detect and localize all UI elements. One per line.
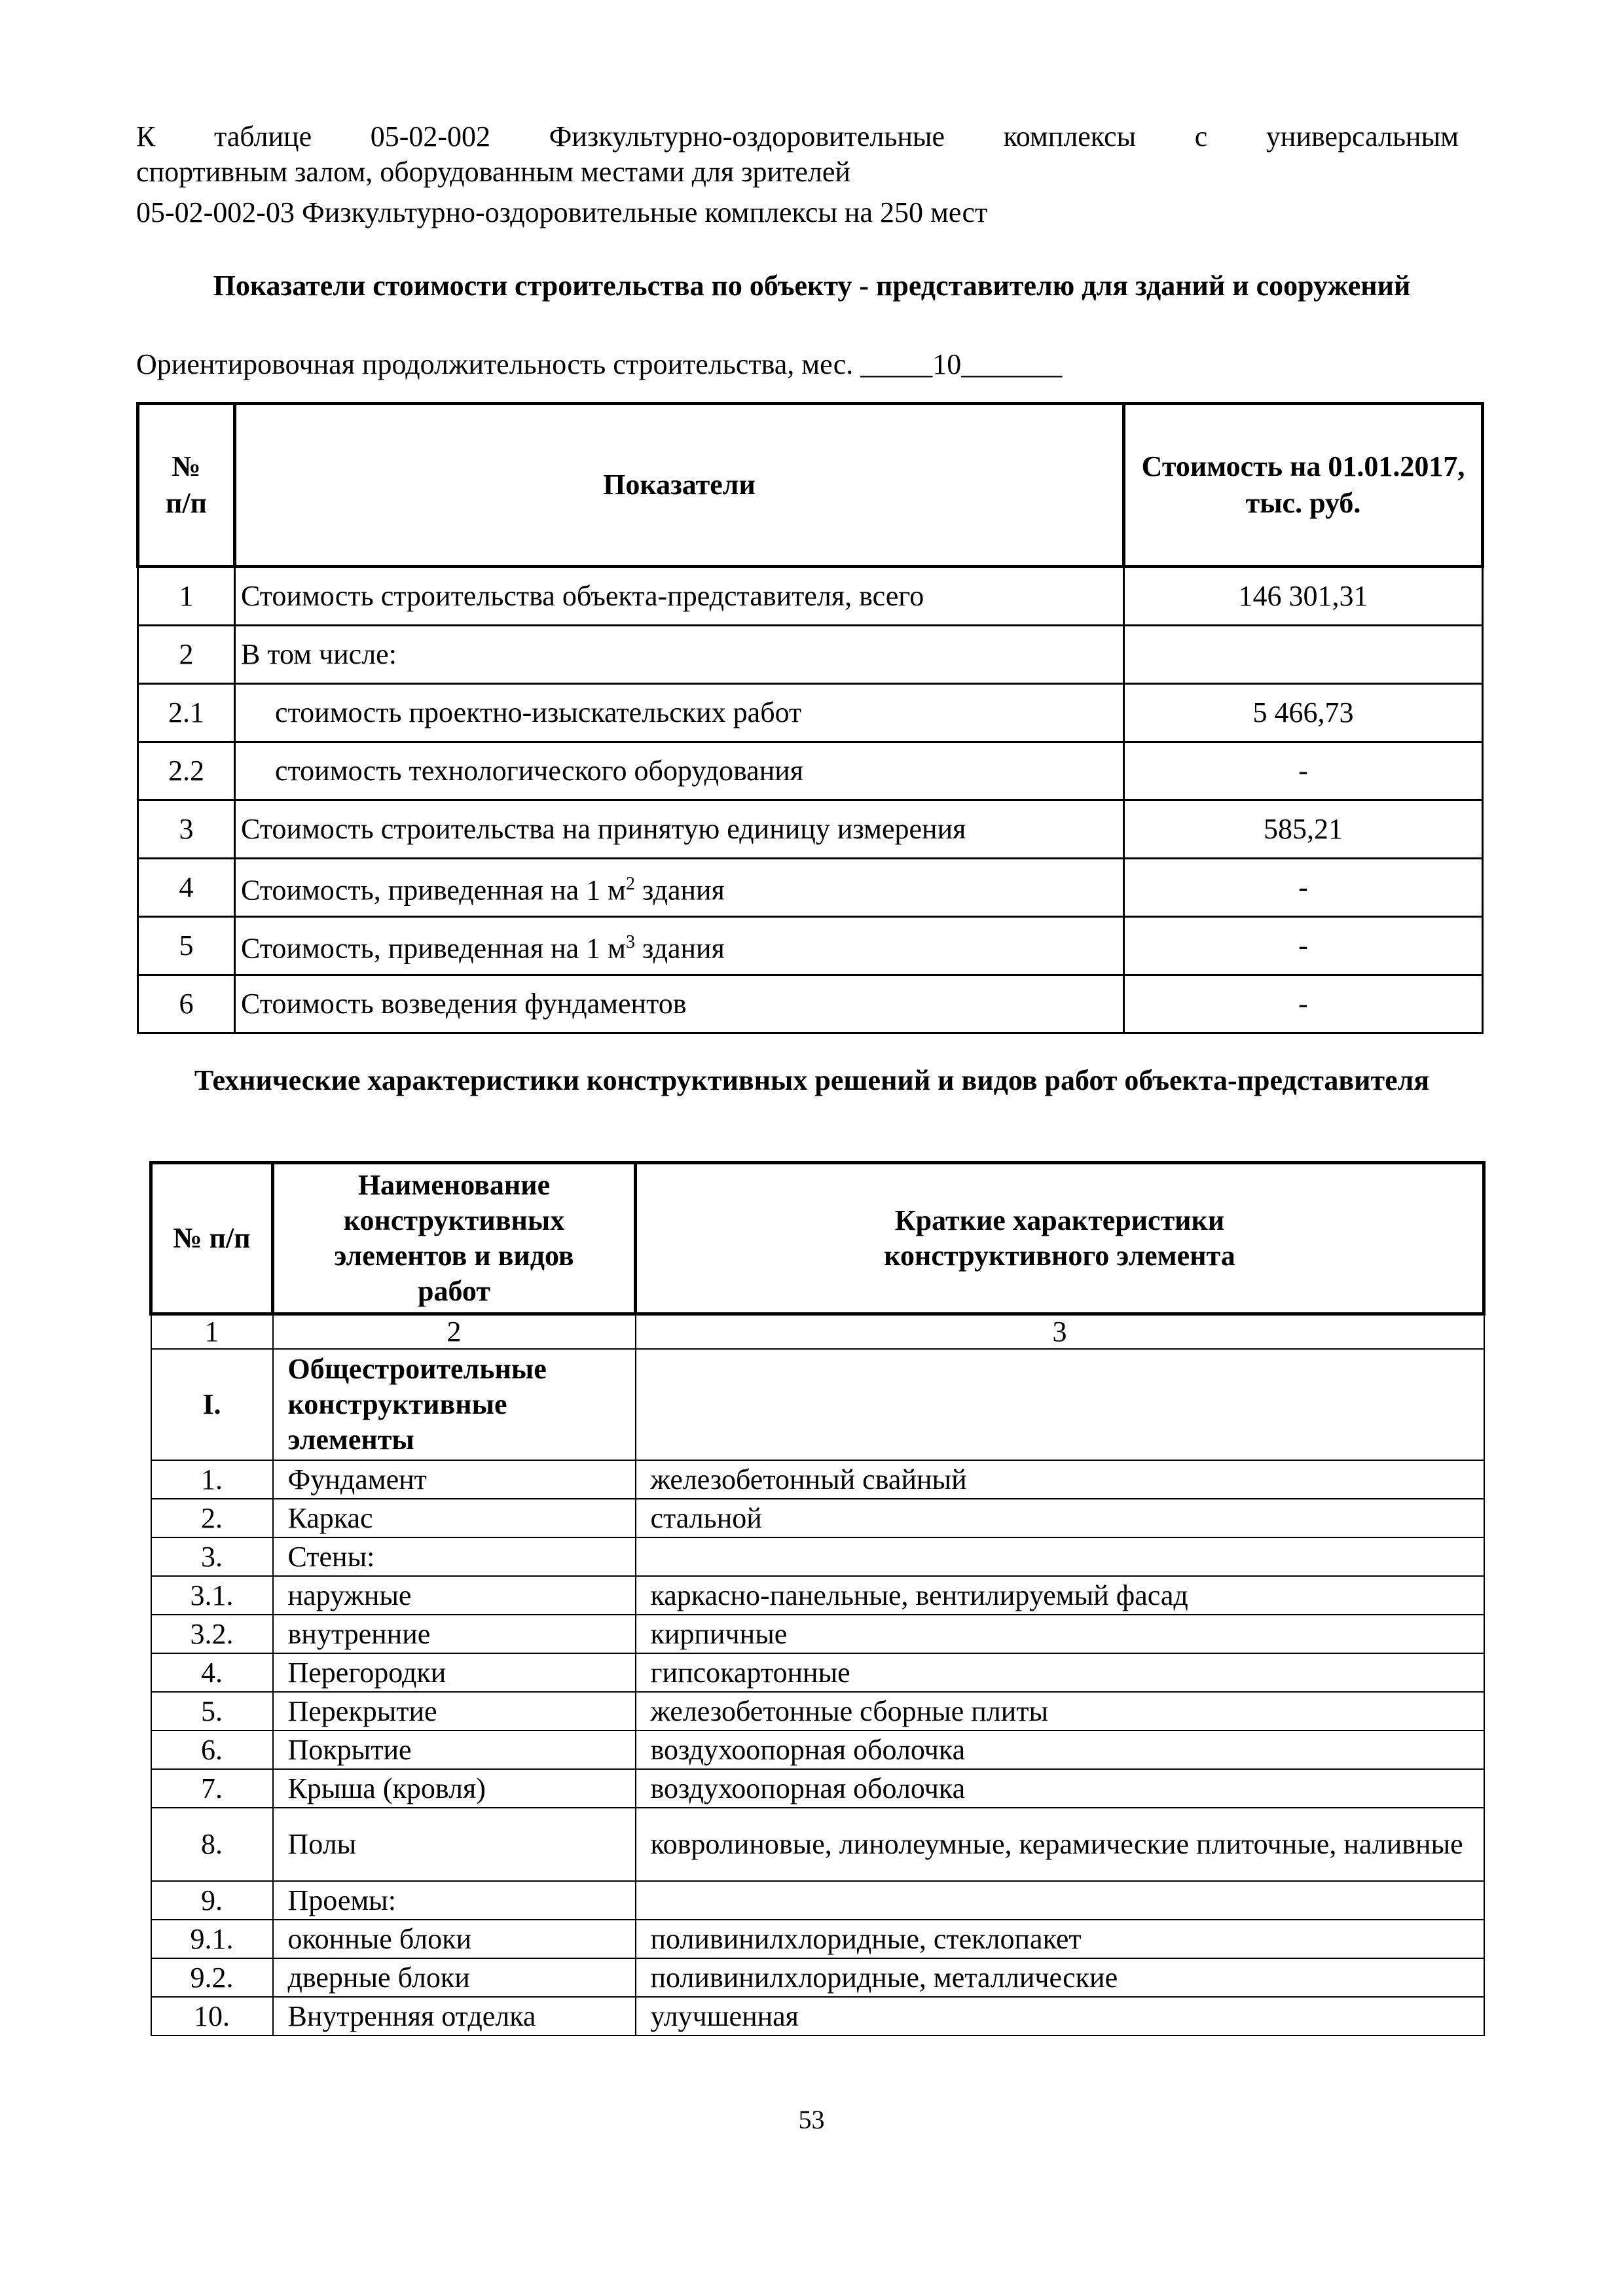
row-indicator xyxy=(235,859,1124,917)
row-num: 1 xyxy=(138,567,235,626)
row-num: 3 xyxy=(138,800,235,859)
superscript: 2 xyxy=(625,874,635,895)
row-name: Перегородки xyxy=(273,1653,636,1692)
row-desc: ковролиновые, линолеумные, керамические плиточные, наливные xyxy=(636,1808,1484,1881)
table-row xyxy=(138,800,1483,859)
row-desc: воздухоопорная оболочка xyxy=(636,1769,1484,1808)
row-indicator: стоимость технологического оборудования xyxy=(235,742,1124,800)
table-row xyxy=(151,1576,1484,1615)
indicator-text: Стоимость, приведенная на 1 м xyxy=(241,932,626,965)
table-row xyxy=(151,1460,1484,1499)
table-row xyxy=(151,1808,1484,1881)
row-value: - xyxy=(1124,859,1483,917)
row-num: 9.2. xyxy=(151,1958,273,1997)
row-indicator xyxy=(235,917,1124,975)
row-value: - xyxy=(1124,917,1483,975)
row-name: Внутренняя отделка xyxy=(273,1997,636,2036)
intro-line-1: К таблице 05-02-002 Физкультурно-оздоровительные комплексы с универсальным xyxy=(136,120,1459,152)
row-name: внутренние xyxy=(273,1615,636,1653)
row-num: 2.1 xyxy=(138,684,235,742)
table-row xyxy=(138,975,1483,1033)
row-num: 2.2 xyxy=(138,742,235,800)
row-num: 3.1. xyxy=(151,1576,273,1615)
row-num: 1. xyxy=(151,1460,273,1499)
row-name: Проемы: xyxy=(273,1881,636,1920)
page-number: 53 xyxy=(798,2105,825,2134)
row-name: дверные блоки xyxy=(273,1958,636,1997)
intro-line-3: 05-02-002-03 Физкультурно-оздоровительные комплексы на 250 мест xyxy=(136,196,988,228)
table-row xyxy=(138,859,1483,917)
row-name: Покрытие xyxy=(273,1731,636,1769)
table-row xyxy=(151,1731,1484,1769)
row-desc: кирпичные xyxy=(636,1615,1484,1653)
table-row xyxy=(151,1615,1484,1653)
row-name: оконные блоки xyxy=(273,1920,636,1958)
table-row xyxy=(151,1997,1484,2036)
row-num: 3. xyxy=(151,1537,273,1576)
column-number: 2 xyxy=(273,1314,636,1350)
row-name: Крыша (кровля) xyxy=(273,1769,636,1808)
table-row xyxy=(151,1499,1484,1537)
tech-table-header xyxy=(151,1163,1484,1314)
row-name: Фундамент xyxy=(273,1460,636,1499)
row-name: Стены: xyxy=(273,1537,636,1576)
row-value: 585,21 xyxy=(1124,800,1483,859)
row-num: I. xyxy=(151,1349,273,1460)
tech-table xyxy=(149,1161,1486,2036)
cost-table-header xyxy=(138,404,1483,567)
table-row xyxy=(138,684,1483,742)
row-name: наружные xyxy=(273,1576,636,1615)
row-num: 9.1. xyxy=(151,1920,273,1958)
column-number: 1 xyxy=(151,1314,273,1350)
indicator-text: Стоимость, приведенная на 1 м xyxy=(241,874,626,906)
table-row xyxy=(138,917,1483,975)
row-num: 9. xyxy=(151,1881,273,1920)
row-num: 4. xyxy=(151,1653,273,1692)
row-num: 6. xyxy=(151,1731,273,1769)
row-num: 5 xyxy=(138,917,235,975)
row-indicator: Стоимость возведения фундаментов xyxy=(235,975,1124,1033)
table-row xyxy=(151,1881,1484,1920)
cost-section-title: Показатели стоимости строительства по объекту - представителю для зданий и сооружений xyxy=(213,270,1411,302)
column-numbers-row xyxy=(151,1314,1484,1350)
row-name: Каркас xyxy=(273,1499,636,1537)
row-name: Общестроительные конструктивные элементы xyxy=(273,1349,636,1460)
tech-header-desc: Краткие характеристики конструктивного элемента xyxy=(636,1163,1484,1314)
row-desc: каркасно-панельные, вентилируемый фасад xyxy=(636,1576,1484,1615)
superscript: 3 xyxy=(625,932,635,953)
row-desc: поливинилхлоридные, стеклопакет xyxy=(636,1920,1484,1958)
table-row xyxy=(151,1958,1484,1997)
row-num: 4 xyxy=(138,859,235,917)
row-name: Перекрытие xyxy=(273,1692,636,1731)
table-row xyxy=(151,1653,1484,1692)
table-row xyxy=(138,626,1483,684)
table-row xyxy=(151,1920,1484,1958)
cost-header-indicator: Показатели xyxy=(235,404,1124,567)
row-desc: воздухоопорная оболочка xyxy=(636,1731,1484,1769)
row-desc: стальной xyxy=(636,1499,1484,1537)
row-num: 2 xyxy=(138,626,235,684)
construction-duration xyxy=(136,347,1062,382)
row-desc: железобетонные сборные плиты xyxy=(636,1692,1484,1731)
row-num: 7. xyxy=(151,1769,273,1808)
tech-section-title: Технические характеристики конструктивных решений и видов работ объекта-представителя xyxy=(194,1064,1430,1096)
row-desc xyxy=(636,1881,1484,1920)
table-row xyxy=(138,567,1483,626)
row-value: - xyxy=(1124,975,1483,1033)
row-desc: гипсокартонные xyxy=(636,1653,1484,1692)
row-value xyxy=(1124,626,1483,684)
row-num: 2. xyxy=(151,1499,273,1537)
row-name: Полы xyxy=(273,1808,636,1881)
row-indicator: Стоимость строительства на принятую единицу измерения xyxy=(235,800,1124,859)
row-indicator: Стоимость строительства объекта-представителя, всего xyxy=(235,567,1124,626)
table-row xyxy=(151,1537,1484,1576)
row-desc xyxy=(636,1349,1484,1460)
row-num: 8. xyxy=(151,1808,273,1881)
intro-line-2: спортивным залом, оборудованным местами для зрителей xyxy=(136,156,850,188)
row-desc: железобетонный свайный xyxy=(636,1460,1484,1499)
row-num: 5. xyxy=(151,1692,273,1731)
tech-header-num: № п/п xyxy=(151,1163,273,1314)
row-desc: улучшенная xyxy=(636,1997,1484,2036)
cost-header-cost: Стоимость на 01.01.2017, тыс. руб. xyxy=(1124,404,1483,567)
indicator-text-end: здания xyxy=(634,874,725,906)
column-number: 3 xyxy=(636,1314,1484,1350)
indicator-text-end: здания xyxy=(634,932,725,965)
duration-label: Ориентировочная продолжительность строительства, мес. xyxy=(136,348,854,380)
row-num: 3.2. xyxy=(151,1615,273,1653)
table-row xyxy=(151,1692,1484,1731)
row-num: 10. xyxy=(151,1997,273,2036)
row-value: - xyxy=(1124,742,1483,800)
row-desc: поливинилхлоридные, металлические xyxy=(636,1958,1484,1997)
row-value: 5 466,73 xyxy=(1124,684,1483,742)
row-indicator: В том числе: xyxy=(235,626,1124,684)
table-row xyxy=(138,742,1483,800)
row-num: 6 xyxy=(138,975,235,1033)
duration-value: _____10_______ xyxy=(860,348,1063,380)
cost-table xyxy=(136,402,1484,1034)
row-indicator: стоимость проектно-изыскательских работ xyxy=(235,684,1124,742)
tech-header-name: Наименование конструктивных элементов и видов работ xyxy=(273,1163,636,1314)
table-row xyxy=(151,1769,1484,1808)
row-desc xyxy=(636,1537,1484,1576)
cost-header-num: № п/п xyxy=(138,404,235,567)
row-value: 146 301,31 xyxy=(1124,567,1483,626)
table-row xyxy=(151,1349,1484,1460)
